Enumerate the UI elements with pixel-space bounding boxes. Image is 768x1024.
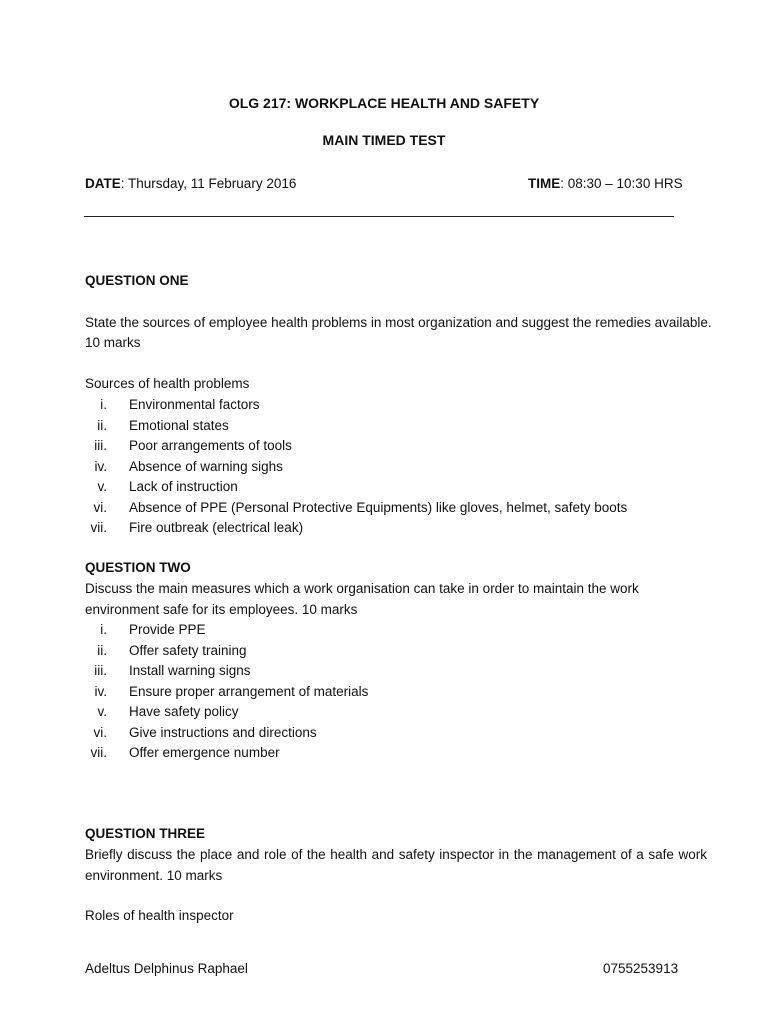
list-item-number: iv. [94,683,107,699]
list-item-text: Offer safety training [129,642,247,658]
list-item-number: v. [97,479,107,494]
header-divider [84,216,674,217]
question-one-prompt: State the sources of employee health problems in most organization and suggest the remedies available. [85,315,712,330]
list-item-text: Environmental factors [129,397,260,412]
list-item-number: iii. [94,663,107,678]
question-two-list [85,620,707,764]
question-three-list-heading: Roles of health inspector [85,908,234,923]
list-item-text: Offer emergence number [129,745,280,760]
time-line [528,176,683,191]
footer-author: Adeltus Delphinus Raphael [85,961,248,976]
question-one-list-heading: Sources of health problems [85,376,250,391]
list-item-text: Install warning signs [129,663,251,678]
question-one-list [85,395,707,539]
time-label: TIME [528,176,561,191]
list-item-text: Emotional states [129,417,229,433]
list-item [85,641,707,662]
list-item-number: ii. [97,642,107,658]
list-item [85,416,707,437]
list-item [85,723,707,744]
footer-phone: 0755253913 [603,961,679,976]
document-subtitle: MAIN TIMED TEST [322,132,446,148]
question-three-prompt: Briefly discuss the place and role of the health and safety inspector in the management of a safe work environment. 10 marks [85,847,707,883]
list-item-text: Give instructions and directions [129,724,317,740]
question-one-heading: QUESTION ONE [85,273,189,288]
list-item-text: Ensure proper arrangement of materials [129,683,369,699]
time-value: : 08:30 – 10:30 HRS [560,176,683,191]
list-item-number: i. [100,622,107,637]
list-item [85,395,707,416]
date-label: DATE [85,176,121,191]
list-item [85,457,707,478]
question-two-prompt: Discuss the main measures which a work organisation can take in order to maintain the work environment safe for its employees. 10 marks [85,581,639,617]
question-one-marks: 10 marks [85,335,141,350]
list-item-text: Absence of PPE (Personal Protective Equipments) like gloves, helmet, safety boots [129,499,628,515]
list-item-text: Absence of warning sighs [129,458,283,474]
question-three-heading: QUESTION THREE [85,826,206,841]
date-line [85,176,296,191]
list-item-text: Lack of instruction [129,479,238,494]
list-item [85,743,707,764]
list-item-text: Poor arrangements of tools [129,438,292,453]
list-item [85,682,707,703]
date-value: : Thursday, 11 February 2016 [120,176,297,191]
list-item [85,620,707,641]
list-item-number: vii. [90,745,107,760]
list-item-number: vii. [90,520,107,535]
list-item-number: i. [100,397,107,412]
list-item-number: iv. [94,458,107,474]
list-item-number: ii. [97,417,107,433]
list-item-text: Have safety policy [129,704,239,719]
document-title: OLG 217: WORKPLACE HEALTH AND SAFETY [228,95,540,111]
list-item-number: vi. [93,724,107,740]
list-item-number: v. [97,704,107,719]
list-item-text: Fire outbreak (electrical leak) [129,520,304,535]
list-item [85,436,707,457]
list-item [85,661,707,682]
list-item [85,477,707,498]
list-item [85,498,707,519]
list-item-text: Provide PPE [129,622,206,637]
question-two-heading: QUESTION TWO [85,560,191,575]
list-item [85,518,707,539]
list-item-number: iii. [94,438,107,453]
list-item-number: vi. [93,499,107,515]
list-item [85,702,707,723]
